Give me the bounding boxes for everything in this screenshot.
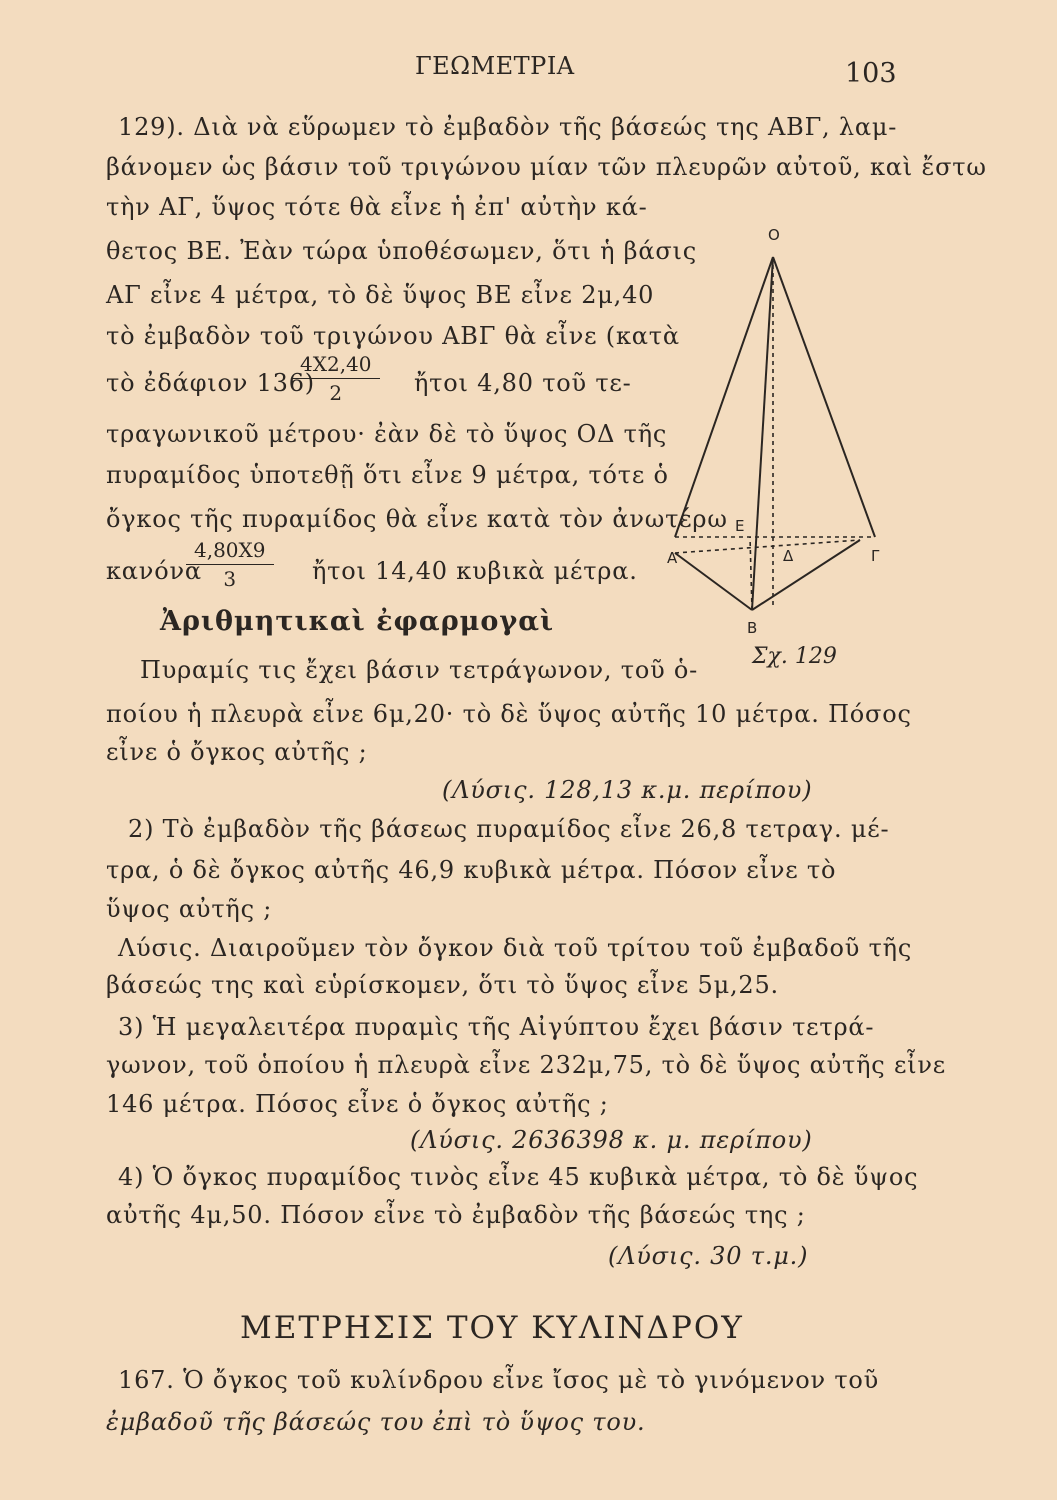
fraction-volume [186,538,274,591]
exercise-line: ποίου ἡ πλευρὰ εἶνε 6μ,20· τὸ δὲ ὕψος αὐτῆς 10 μέτρα. Πόσος [106,700,912,728]
text-line: κανόνα [106,557,202,585]
label-B: Β [747,619,758,635]
theorem-line: 167. Ὁ ὄγκος τοῦ κυλίνδρου εἶνε ἴσος μὲ τὸ γινόμενον τοῦ [118,1366,880,1394]
solution-line: (Λύσις. 30 τ.μ.) [608,1242,809,1270]
text-line: τὸ ἐμβαδὸν τοῦ τριγώνου ΑΒΓ θὰ εἶνε (κατὰ [106,322,680,350]
exercise-line: 4) Ὁ ὄγκος πυραμίδος τινὸς εἶνε 45 κυβικὰ μέτρα, τὸ δὲ ὕψος [118,1163,919,1191]
fraction-denominator: 3 [223,567,237,591]
fraction-numerator: 4,80X9 [186,538,274,565]
edge-AB [675,553,752,610]
exercise-line: εἶνε ὁ ὄγκος αὐτῆς ; [106,738,368,766]
fraction-area [292,352,380,405]
text-line: 129). Διὰ νὰ εὕρωμεν τὸ ἐμβαδὸν τῆς βάσεώς της ΑΒΓ, λαμ- [118,113,898,141]
label-A: Α [667,549,678,567]
text-line: τὴν ΑΓ, ὕψος τότε θὰ εἶνε ἡ ἐπ' αὐτὴν κά- [106,193,648,221]
section-heading: Ἀριθμητικαὶ ἐφαρμογαὶ [160,606,555,637]
text-line: ἤτοι 14,40 κυβικὰ μέτρα. [312,557,638,585]
text-line: τὸ ἐδάφιον 136) [106,369,315,397]
figure-caption: Σχ. 129 [752,644,837,669]
edge-OG [773,257,875,537]
exercise-line: 3) Ἡ μεγαλειτέρα πυραμὶς τῆς Αἰγύπτου ἔχει βάσιν τετρά- [118,1013,875,1041]
fraction-numerator: 4X2,40 [292,352,380,379]
label-E: Ε [735,517,745,535]
exercise-line: τρα, ὁ δὲ ὄγκος αὐτῆς 46,9 κυβικὰ μέτρα. Πόσον εἶνε τὸ [106,856,837,884]
edge-BG [752,540,860,610]
label-D: Δ [783,547,794,565]
label-G: Γ [871,547,880,565]
exercise-line: 2) Τὸ ἐμβαδὸν τῆς βάσεως πυραμίδος εἶνε 26,8 τετραγ. μέ- [128,815,890,843]
fraction-denominator: 2 [329,381,343,405]
solution-line: (Λύσις. 128,13 κ.μ. περίπου) [442,776,813,804]
exercise-line: γωνον, τοῦ ὁποίου ἡ πλευρὰ εἶνε 232μ,75, τὸ δὲ ὕψος αὐτῆς εἶνε [106,1051,947,1079]
text-line: ὄγκος τῆς πυραμίδος θὰ εἶνε κατὰ τὸν ἀνωτέρω [106,505,728,533]
text-line: πυραμίδος ὑποτεθῇ ὅτι εἶνε 9 μέτρα, τότε ὁ [106,461,669,489]
text-line: ΑΓ εἶνε 4 μέτρα, τὸ δὲ ὕψος ΒΕ εἶνε 2μ,40 [106,281,655,309]
base-AG [675,540,860,553]
exercise-line: Λύσις. Διαιροῦμεν τὸν ὄγκον διὰ τοῦ τρίτου τοῦ ἐμβαδοῦ τῆς [118,934,913,962]
exercise-line: 146 μέτρα. Πόσος εἶνε ὁ ὄγκος αὐτῆς ; [106,1090,609,1118]
label-O: Ο [768,226,780,244]
exercise-line: ὕψος αὐτῆς ; [106,895,273,923]
theorem-line: ἐμβαδοῦ τῆς βάσεώς του ἐπὶ τὸ ὕψος του. [106,1408,646,1436]
pyramid-figure [665,215,900,635]
exercise-line: αὐτῆς 4μ,50. Πόσον εἶνε τὸ ἐμβαδὸν τῆς βάσεώς της ; [106,1201,806,1229]
text-line: ἤτοι 4,80 τοῦ τε- [414,369,632,397]
text-line: βάνομεν ὡς βάσιν τοῦ τριγώνου μίαν τῶν πλευρῶν αὐτοῦ, καὶ ἔστω [106,153,987,181]
exercise-line: Πυραμίς τις ἔχει βάσιν τετράγωνον, τοῦ ὁ- [140,656,699,684]
text-line: τραγωνικοῦ μέτρου· ἐὰν δὲ τὸ ὕψος ΟΔ τῆς [106,420,668,448]
page-number: 103 [845,58,897,89]
exercise-line: βάσεώς της καὶ εὑρίσκομεν, ὅτι τὸ ὕψος εἶνε 5μ,25. [106,971,779,999]
text-line: θετος ΒΕ. Ἐὰν τώρα ὑποθέσωμεν, ὅτι ἡ βάσις [106,237,698,265]
solution-line: (Λύσις. 2636398 κ. μ. περίπου) [410,1126,813,1154]
running-header: ΓΕΩΜΕΤΡΙΑ [415,52,575,80]
section-title: ΜΕΤΡΗΣΙΣ ΤΟΥ ΚΥΛΙΝΔΡΟΥ [240,1310,744,1346]
